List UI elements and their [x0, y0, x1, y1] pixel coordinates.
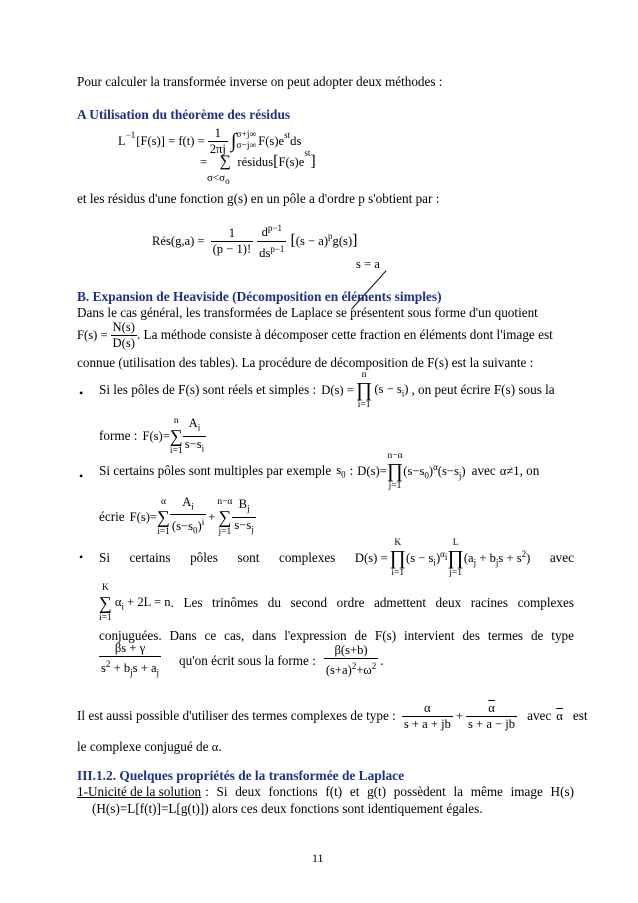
- eq3-frac2: [257, 221, 286, 260]
- b3-w2: certains: [129, 550, 171, 565]
- complex-text: Il est aussi possible d'utiliser des termes complexes de type :: [77, 708, 396, 723]
- quotient-den: D(s): [112, 335, 135, 350]
- bullet-3-line: [99, 540, 574, 576]
- quotient-num: N(s): [112, 319, 135, 334]
- eq1-ds: ds: [290, 133, 302, 148]
- integral-bounds: [236, 130, 256, 152]
- integral-lower: σ−j∞: [236, 141, 257, 151]
- section-iii-p2: (H(s)=L[f(t)]=L[g(t)]) alors ces deux fonctions sont identiquement égales.: [92, 801, 483, 816]
- b3-body1: [406, 549, 447, 568]
- b1-forme: forme :: [99, 428, 138, 443]
- integral-upper: σ+j∞: [236, 130, 257, 140]
- section-b-p1: Dans le cas général, les transformées de Laplace se présentent sous forme d'un quotient: [77, 305, 538, 320]
- b2-prod-upper: n−α: [387, 451, 403, 461]
- quotient-lhs: F(s) =: [77, 327, 108, 342]
- b3-fraction2: [324, 643, 378, 678]
- residue-sum-equation: = ∑ $résidus[F(s)e^{st}]$: [200, 148, 316, 171]
- b2-sum1-lower: i=1: [157, 527, 170, 537]
- b2-frac1-den: (s−s: [171, 519, 193, 534]
- b2-F: F(s)=: [129, 509, 158, 524]
- quotient-text: . La méthode consiste à décomposer cette fraction en éléments dont l'image est: [136, 327, 553, 342]
- complex-frac2-num: $\overline{\alpha}$: [488, 700, 495, 715]
- b3-body2-end: s + s: [498, 550, 522, 565]
- b1-body: (s − s: [374, 381, 402, 396]
- integral-sign: ∫: [230, 130, 237, 152]
- b1-text: Si les pôles de F(s) sont réels et simples :: [99, 382, 317, 397]
- b3-period: .: [380, 653, 384, 668]
- eq2-equals: =: [200, 155, 208, 170]
- uniqueness-label: 1-Unicité de la solution: [77, 784, 202, 799]
- eq2-body: résidus: [237, 155, 274, 170]
- b1-prod-lower: i=1: [357, 400, 371, 410]
- complex-alpha-bar: $\overline{\alpha}$: [556, 708, 563, 723]
- b3-frac-den-sub: j: [130, 667, 133, 678]
- section-b-p3: connue (utilisation des tables). La procédure de décomposition de F(s) est la suivante :: [77, 355, 534, 370]
- product-sign: ∏: [389, 547, 407, 569]
- b2-frac1-den-sub: 0: [192, 526, 198, 537]
- b3-sum-body: [115, 595, 171, 612]
- page-number: 11: [312, 851, 324, 865]
- b2-body1-sup: α: [433, 461, 438, 472]
- section-b-title: B. Expansion de Heaviside (Décomposition en éléments simples): [77, 289, 442, 304]
- b2-s0-s: s: [336, 462, 342, 477]
- b1-end: ): [404, 381, 409, 396]
- b1-sum: [170, 416, 183, 456]
- b3-body2-mid: + b: [479, 550, 496, 565]
- complex-frac1-den: s + a + jb: [403, 716, 451, 731]
- b3-body1-end: ): [435, 550, 441, 565]
- b3-product1: [390, 538, 406, 578]
- b3-w1: Si: [99, 550, 110, 565]
- complex-frac2: [466, 701, 517, 732]
- b3-alpha-sub: i: [121, 601, 124, 612]
- b3-body2-sub: j: [473, 557, 477, 568]
- complex-frac2-num-wrap: [466, 701, 517, 717]
- bullet-2-line: [99, 452, 539, 490]
- complex-line2-end: .: [218, 739, 222, 754]
- b1-fraction: [183, 416, 206, 456]
- b3-frac2-den-sup2: 2: [371, 661, 377, 672]
- section-iii-title: III.1.2. Quelques propriétés de la transformée de Laplace: [77, 768, 405, 783]
- b3-w3: pôles: [190, 550, 218, 565]
- b3-frac-den-end: s + a: [132, 661, 157, 676]
- eq1-integrand-sup: st: [284, 130, 291, 140]
- b1-frac-den-sub: i: [201, 443, 205, 454]
- bullet-1-marker: •: [79, 386, 84, 400]
- b1-frac-num-sub: i: [197, 422, 201, 433]
- eq2-sub-o: o: [225, 176, 230, 187]
- uniqueness-text: : Si deux fonctions f(t) et g(t) possèdent la même image H(s): [205, 784, 574, 799]
- b2-frac1-den-end: ): [197, 519, 202, 534]
- b3-frac2-den-rest: +ω: [356, 663, 372, 678]
- b3-fraction: [99, 641, 161, 681]
- b2-body2: (s−s: [437, 463, 459, 478]
- b2-frac1-den-sup: i: [201, 517, 205, 528]
- section-iii-p1: [77, 784, 574, 800]
- product-sign: ∏: [386, 460, 404, 482]
- complex-frac1-num: α: [402, 701, 453, 717]
- b3-frac-den-sub2: j: [156, 667, 160, 678]
- b2-frac1-num: A: [182, 494, 192, 509]
- sum-sign: ∑: [218, 507, 232, 527]
- b1-product: [356, 370, 372, 410]
- b1-sum-upper: n: [173, 416, 179, 426]
- complex-line2-alpha: α: [211, 740, 219, 754]
- b1-eq-body: [374, 382, 408, 399]
- bullet-3-marker: •: [79, 550, 84, 564]
- b2-sum2-upper: n−α: [217, 497, 233, 507]
- bullet-1-forme: [99, 415, 206, 456]
- b2-fraction1: [170, 495, 206, 539]
- b3-prod1-lower: i=1: [391, 568, 405, 578]
- eq2-arg-sup: st: [304, 148, 311, 158]
- product-sign: ∏: [355, 379, 373, 401]
- eq3-frac2-den: [257, 242, 286, 261]
- sum-sign: ∑: [219, 153, 231, 171]
- b3-sum-lower: i=1: [99, 613, 112, 623]
- eq3-body: (s − a): [295, 233, 329, 248]
- b3-body1-sup: α: [440, 548, 445, 559]
- b2-fraction2: [232, 497, 255, 537]
- eq1-lhs: L: [118, 133, 126, 148]
- b2-body1: (s−s: [403, 463, 425, 478]
- b1-prod-upper: n: [361, 370, 367, 380]
- b3-frac-den-sup: 2: [105, 659, 111, 670]
- b3-line3: conjuguées. Dans ce cas, dans l'expression de F(s) intervient des termes de type: [99, 628, 574, 643]
- complex-line2: [77, 739, 222, 755]
- b2-sum1: [157, 497, 170, 537]
- bullet-3-sum-line: [99, 584, 574, 622]
- bullet-1-line: [99, 370, 555, 410]
- b2-product: [387, 451, 403, 491]
- eq2-arg: F(s)e: [278, 155, 305, 170]
- complex-avec: avec: [527, 708, 552, 723]
- complex-frac1: [402, 701, 453, 732]
- b2-on: , on: [519, 463, 540, 478]
- b2-body1-sub: 0: [424, 470, 429, 481]
- b2-avec: avec: [471, 463, 496, 478]
- b3-frac2-den-sup: 2: [351, 661, 357, 672]
- b2-D: D(s)=: [357, 463, 387, 478]
- eq3-lhs: Rés(g,a) =: [152, 233, 205, 248]
- eq3-frac1-num: 1: [211, 226, 254, 242]
- b2-s0-sub: 0: [341, 469, 346, 480]
- b1-frac-num: A: [188, 415, 198, 430]
- b1-frac-den: s−s: [184, 436, 202, 451]
- quotient-fraction: [111, 320, 137, 351]
- b3-body1-s: (s − s: [406, 550, 434, 565]
- b3-w5: complexes: [278, 550, 336, 565]
- b1-after: , on peut écrire F(s) sous la: [411, 382, 555, 397]
- bullet-2-marker: •: [79, 469, 84, 483]
- b2-plus: +: [208, 509, 216, 524]
- sum-sign: ∑: [99, 593, 112, 613]
- eq1-sup: −1: [125, 130, 136, 140]
- residue-text: et les résidus d'une fonction g(s) en un pôle a d'ordre p s'obtient par :: [77, 191, 440, 206]
- b2-frac2-num: B: [238, 496, 248, 511]
- quotient-line: [77, 318, 553, 352]
- b2-body2-end: ): [461, 463, 466, 478]
- b2-prod-lower: j=1: [388, 481, 402, 491]
- b3-frac-num: βs + γ: [99, 641, 161, 657]
- complex-plus: +: [455, 708, 464, 723]
- b2-body1-end: ): [428, 463, 434, 478]
- b3-frac2-den: (s+a): [325, 663, 352, 678]
- eq2-sub-text: σ<σ: [207, 172, 226, 184]
- eq1-fraction: [208, 126, 228, 157]
- eq2-subscript: [207, 172, 230, 186]
- b3-w4: sont: [237, 550, 260, 565]
- intro-text: Pour calculer la transformée inverse on peut adopter deux méthodes :: [77, 74, 443, 89]
- bullet-3-type-line: [99, 642, 384, 680]
- b3-sum-rest: + 2L = n: [127, 594, 171, 609]
- b2-frac2-den: s−s: [234, 517, 252, 532]
- b3-line2: . Les trinômes du second ordre admettent deux racines complexes: [170, 595, 574, 610]
- b1-eq-lhs: D(s) =: [321, 382, 354, 397]
- b3-prod1-upper: K: [394, 538, 402, 548]
- eq3-body-end: g(s): [332, 233, 353, 248]
- b3-frac2-num: β(s+b): [324, 643, 378, 659]
- b2-frac2-num-sub: j: [247, 503, 250, 514]
- complex-line2-text: le complexe conjugué de: [77, 739, 209, 754]
- b3-body2-close: ): [526, 550, 531, 565]
- b2-body2-sub: j: [458, 470, 462, 481]
- eq1-frac-den: 2πj: [209, 141, 226, 156]
- eq3-frac2-num: [257, 221, 286, 241]
- section-a-title: A Utilisation du théorème des résidus: [77, 107, 291, 122]
- eq3-d: d: [261, 225, 268, 240]
- b3-frac-den-rest: + b: [113, 661, 131, 676]
- b3-body2-a: (a: [463, 550, 474, 565]
- eq3-d-sup: p−1: [267, 223, 282, 234]
- residue-formula: Rés(g,a) = $\frac{1}{(p - 1)!}$ $\frac{d^{p-1}}{ds^{p-1}}$ [ (s − a) $^p$ g(s) ]: [152, 223, 358, 260]
- b3-alpha: α: [114, 594, 122, 609]
- b2-colon: :: [349, 463, 354, 478]
- b2-sum2-lower: j=1: [218, 527, 232, 537]
- b2-text: Si certains pôles sont multiples par exemple: [99, 463, 332, 478]
- b1-F: F(s)=: [142, 428, 170, 443]
- eq1-integrand: F(s)e: [258, 133, 285, 148]
- product-sign: ∏: [447, 547, 464, 569]
- b3-sum: [99, 583, 112, 623]
- bullet-2-ecrie: [99, 494, 256, 537]
- eq3-frac1-den: (p − 1)!: [212, 241, 252, 256]
- b3-avec: avec: [549, 550, 574, 565]
- b3-body1-sup-sub: i: [444, 551, 448, 562]
- b2-sum1-upper: α: [160, 497, 166, 507]
- b3-frac-den-s: s: [101, 661, 106, 676]
- b2-cond: α≠1: [499, 463, 520, 478]
- b3-body2-sup: 2: [521, 548, 527, 559]
- b3-sum-upper: K: [101, 583, 109, 593]
- eq1-mid: [F(s)] = f(t) =: [136, 133, 205, 148]
- eq1-frac-num: 1: [208, 126, 228, 142]
- b2-sum2: [217, 497, 232, 537]
- b3-product2: [444, 538, 464, 578]
- b2-body: [403, 462, 465, 481]
- b3-body2-sub2: j: [495, 557, 499, 568]
- b3-body1-sub: i: [433, 557, 436, 568]
- eq3-ds-sup: p−1: [270, 243, 285, 254]
- b3-line4: qu'on écrit sous la forme :: [179, 653, 316, 668]
- b2-frac1-num-sub: i: [191, 501, 194, 512]
- sum-sign: ∑: [157, 507, 170, 527]
- complex-frac2-den: s + a − jb: [468, 716, 516, 731]
- complex-terms-line: [77, 697, 588, 735]
- b3-D: D(s) =: [354, 550, 388, 565]
- sum-sign: ∑: [169, 426, 183, 446]
- b1-sub: i: [401, 388, 405, 399]
- b3-body2: [464, 549, 530, 568]
- b2-ecrie: écrie: [99, 509, 125, 524]
- b3-prod2-lower: j=1: [449, 568, 462, 578]
- eq3-eval: s = a: [356, 257, 380, 271]
- eq3-ds: ds: [259, 245, 271, 260]
- b3-equation: [355, 538, 530, 578]
- b2-s0: [336, 463, 345, 480]
- eq3-body-sup: p: [328, 231, 333, 241]
- eq3-frac1: [211, 226, 254, 257]
- complex-est: est: [572, 708, 588, 723]
- b1-sum-lower: i=1: [169, 446, 183, 456]
- b2-frac2-den-sub: j: [251, 524, 254, 535]
- b3-prod2-upper: L: [452, 538, 459, 548]
